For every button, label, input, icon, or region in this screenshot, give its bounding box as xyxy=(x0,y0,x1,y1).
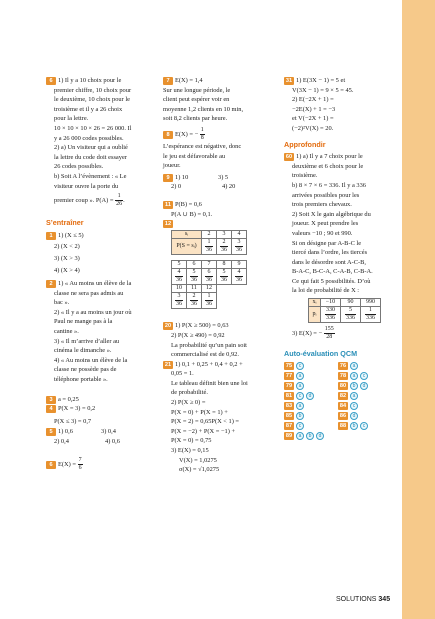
text-line: deuxième et 6 choix pour le xyxy=(292,162,364,170)
exercise-number: 5 xyxy=(46,428,56,436)
qcm-question-number: 82 xyxy=(339,392,347,399)
text-line: 1) E(3X − 1) = 5 et xyxy=(296,77,346,84)
text-line: P(B) = 0,6 xyxy=(175,200,202,208)
table-cell xyxy=(172,269,187,285)
table-cell: 3 xyxy=(217,230,232,238)
exercise-20 xyxy=(163,321,273,359)
qcm-row xyxy=(284,362,396,370)
text-line: 3) (X > 3) xyxy=(54,254,80,262)
table-cell: 4 xyxy=(232,230,247,238)
exercise-5 xyxy=(46,427,156,446)
qcm-answer-letter: d xyxy=(360,382,368,390)
qcm-title: Auto-évaluation QCM xyxy=(284,349,358,359)
table-header: pᵢ xyxy=(309,307,321,323)
qcm-answer-letter: b xyxy=(350,422,358,430)
denominator: 36 xyxy=(221,277,227,284)
text-line: 2) 0,4 xyxy=(54,438,69,445)
text-line: de probabilité. xyxy=(171,389,208,397)
text-line: 0,05 = 1. xyxy=(171,370,194,378)
qcm-answer-letter: b xyxy=(306,432,314,440)
text-line: P(A ∪ B) = 0,1. xyxy=(171,210,213,218)
numerator: 5 xyxy=(190,269,198,277)
text-line: dans le désordre sont A-C-B, xyxy=(292,258,367,266)
qcm-cell xyxy=(338,372,392,380)
text-line: 26 codes possibles. xyxy=(54,163,104,171)
denominator: 336 xyxy=(326,315,335,322)
numerator: 4 xyxy=(175,269,183,277)
text-line: P(X ≤ 3) = 0,7 xyxy=(54,417,92,425)
table-cell: 10 xyxy=(172,285,187,293)
text-line: 3) E(X) = 0,15 xyxy=(171,447,209,455)
text-line: 3) E(X) = − xyxy=(292,330,323,338)
exercise-number: 60 xyxy=(285,154,293,161)
exercise-4 xyxy=(46,404,156,426)
exercise-number: 1 xyxy=(46,232,56,240)
text-line: moyenne 1,2 clients en 10 min, xyxy=(163,105,244,113)
table-cell: 6 xyxy=(187,260,202,268)
text-line: 4) 0,6 xyxy=(105,438,120,445)
qcm-question-number: 85 xyxy=(285,412,293,419)
numerator: 155 xyxy=(324,326,334,333)
exercise-1 xyxy=(46,231,156,275)
text-line: 3) 5 xyxy=(218,173,229,181)
exercise-number: 31 xyxy=(285,78,293,84)
qcm-question-number: 81 xyxy=(285,392,293,399)
text-line: téléphone portable ». xyxy=(54,376,108,384)
text-line: visiteur ouvre la porte du xyxy=(54,182,119,190)
fraction xyxy=(200,127,205,142)
qcm-answer-letter: c xyxy=(296,392,304,400)
qcm-cell xyxy=(284,412,338,420)
table-cell xyxy=(321,307,341,323)
text-line: la lettre du code doit essayer xyxy=(54,153,127,161)
text-line: V(3X − 1) = 9 × 5 = 45. xyxy=(292,86,354,94)
text-line: Le tableau définit bien une loi xyxy=(171,379,248,387)
numerator: 2 xyxy=(190,293,198,301)
text-line: 1) P(X ≥ 500) = 0,63 xyxy=(175,322,229,330)
qcm-answer-letter: c xyxy=(296,362,304,370)
qcm-cell xyxy=(338,422,392,430)
qcm-cell xyxy=(284,402,338,410)
text-line: P(X = −2) + P(X = −1) + xyxy=(171,427,236,435)
text-line: troisième et il y a 26 choix xyxy=(54,105,123,113)
qcm-answer-letter: b xyxy=(350,382,358,390)
qcm-row xyxy=(284,382,396,390)
exercise-number: 11 xyxy=(163,201,173,209)
qcm-answer-letter: c xyxy=(360,422,368,430)
numerator: 3 xyxy=(235,239,243,247)
text-line: pour la lettre. xyxy=(54,115,89,123)
page-edge-tab xyxy=(402,0,435,619)
denominator: 336 xyxy=(366,315,375,322)
exercise-number: 9 xyxy=(163,174,173,182)
text-line: E(X) = 1,4 xyxy=(175,77,203,84)
text-line: P(X = 2) = 0,65P(X < 1) = xyxy=(171,418,240,426)
text-line: y a 26 000 codes possibles. xyxy=(54,134,124,142)
table-cell: 8 xyxy=(217,260,232,268)
table-cell: 7 xyxy=(202,260,217,268)
exercise-number: 7 xyxy=(163,77,173,85)
exercise-number: 4 xyxy=(46,405,56,413)
text-line: 2) 0 xyxy=(171,183,182,191)
section-title: Approfondir xyxy=(284,139,326,149)
exercise-number: 6 xyxy=(46,461,56,469)
text-line: P(X = 0) + P(X = 1) + xyxy=(171,408,228,416)
qcm-answer-letter: a xyxy=(296,382,304,390)
numerator: 7 xyxy=(78,456,82,463)
qcm-row xyxy=(284,432,396,440)
numerator: 1 xyxy=(115,193,123,201)
table-header: P(S = sᵢ) xyxy=(172,238,202,254)
qcm-answer-letter: d xyxy=(350,412,358,420)
exercise-6 xyxy=(46,76,156,208)
table-cell xyxy=(341,307,361,323)
text-line: 1) (X ≤ 5) xyxy=(58,231,84,239)
text-line: −2E(X) + 1 = −3 xyxy=(292,105,336,113)
text-line: E(X) = xyxy=(58,460,76,468)
table-cell: 12 xyxy=(202,285,217,293)
text-line: 2) « Il y a au moins un jour où xyxy=(54,308,132,316)
qcm-answer-grid xyxy=(284,362,396,440)
text-line: 3) « Il m’arrive d’aller au xyxy=(54,337,120,345)
text-line: 1) Il y a 10 choix pour le xyxy=(58,77,122,84)
text-line: joueur. xyxy=(163,162,181,170)
exercise-number: 2 xyxy=(46,280,56,288)
numerator: 1 xyxy=(365,307,376,315)
exercise-number: 21 xyxy=(164,361,172,368)
qcm-answer-letter: d xyxy=(316,432,324,440)
numerator: 3 xyxy=(175,293,183,301)
table-cell xyxy=(217,269,232,285)
text-line: et V(−2X + 1) = xyxy=(292,115,334,123)
probability-table-2 xyxy=(171,260,247,309)
qcm-question-number: 87 xyxy=(285,422,293,429)
text-line: classe ne possède pas de xyxy=(54,366,117,374)
text-line: 4) 20 xyxy=(222,183,236,191)
column-2 xyxy=(163,76,273,475)
probability-table-1 xyxy=(171,230,247,255)
qcm-question-number: 77 xyxy=(285,372,293,379)
table-cell xyxy=(202,293,217,309)
qcm-row xyxy=(284,402,396,410)
section-title: S’entraîner xyxy=(46,218,84,228)
text-line: premier chiffre, 10 choix pour xyxy=(54,86,132,94)
qcm-question-number: 78 xyxy=(339,372,347,379)
text-line: le deuxième, 10 choix pour le xyxy=(54,96,130,104)
qcm-cell xyxy=(338,392,392,400)
denominator: 36 xyxy=(191,277,197,284)
denominator: 36 xyxy=(236,277,242,284)
text-line: la loi de probabilité de X : xyxy=(292,287,360,295)
text-line: cantine ». xyxy=(54,328,79,336)
fraction xyxy=(324,326,335,341)
exercise-60 xyxy=(284,152,396,341)
exercise-7 xyxy=(163,76,273,124)
exercise-9 xyxy=(163,173,273,192)
text-line: 10 × 10 × 10 × 26 = 26 000. Il xyxy=(54,124,132,132)
text-line: 2) (X < 2) xyxy=(54,243,80,251)
denominator: 36 xyxy=(176,277,182,284)
text-line: a = 0,25 xyxy=(58,395,79,403)
exercise-8 xyxy=(163,127,273,171)
table-cell: 990 xyxy=(361,299,381,307)
text-line: classe ne sera pas admis au xyxy=(54,289,124,297)
qcm-question-number: 83 xyxy=(285,402,293,409)
text-line: b) 8 × 7 × 6 = 336. Il y a 336 xyxy=(292,181,367,189)
numerator: 4 xyxy=(235,269,243,277)
qcm-answer-letter: c xyxy=(350,402,358,410)
text-line: 3) 0,4 xyxy=(101,428,116,436)
text-line: σ(X) = √1,0275 xyxy=(179,466,220,474)
table-cell xyxy=(361,307,381,323)
text-line: 4) « Au moins un élève de la xyxy=(54,356,128,364)
text-line: 2) a) Un visiteur qui a oublié xyxy=(54,144,128,152)
exercise-21 xyxy=(163,360,273,475)
table-cell xyxy=(187,269,202,285)
qcm-answer-letter: c xyxy=(296,422,304,430)
text-line: 1) 10 xyxy=(175,173,189,181)
text-line: 1) 0,6 xyxy=(58,428,73,436)
text-line: 4) (X > 4) xyxy=(54,266,80,274)
qcm-answer-letter: d xyxy=(306,392,314,400)
qcm-question-number: 89 xyxy=(285,432,293,439)
denominator: 26 xyxy=(116,201,123,208)
qcm-cell xyxy=(338,382,392,390)
table-cell xyxy=(232,269,247,285)
table-cell: −10 xyxy=(321,299,341,307)
qcm-question-number: 80 xyxy=(339,382,347,389)
table-cell: 2 xyxy=(202,230,217,238)
table-cell xyxy=(202,269,217,285)
denominator: 336 xyxy=(346,315,355,322)
qcm-question-number: 86 xyxy=(339,412,347,419)
column-1 xyxy=(46,76,156,472)
numerator: 1 xyxy=(200,126,204,133)
text-line: L’espérance est négative, donc xyxy=(163,142,242,150)
text-line: soit 8,2 clients par heure. xyxy=(163,115,228,123)
denominator: 36 xyxy=(191,301,197,308)
exercise-number: 3 xyxy=(46,396,56,404)
text-line: arrivées possibles pour les xyxy=(292,191,360,199)
table-cell xyxy=(187,293,202,309)
text-line: B-A-C, B-C-A, C-A-B, C-B-A. xyxy=(292,268,373,276)
denominator: 36 xyxy=(236,246,242,253)
qcm-row xyxy=(284,392,396,400)
text-line: P(X = 3) = 0,2 xyxy=(58,405,96,413)
denominator: 8 xyxy=(200,134,204,141)
page-number: 345 xyxy=(378,596,391,603)
qcm-answer-letter: a xyxy=(296,402,304,410)
table-cell xyxy=(202,238,217,254)
gain-probability-table xyxy=(308,298,381,323)
exercise-12 xyxy=(163,219,273,309)
text-line: trois premiers chevaux. xyxy=(292,201,352,209)
text-line: cinéma le dimanche ». xyxy=(54,347,112,355)
numerator: 2 xyxy=(220,239,228,247)
text-line: commercialisé est de 0,92. xyxy=(171,351,239,359)
text-line: P(X = 0) = 0,75 xyxy=(171,437,212,445)
text-line: (−2)²V(X) = 20. xyxy=(292,124,334,132)
table-header: sᵢ xyxy=(172,230,202,238)
qcm-answer-letter: b xyxy=(296,412,304,420)
text-line: 1) 0,1 + 0,25 + 0,4 + 0,2 + xyxy=(175,360,243,368)
qcm-question-number: 75 xyxy=(285,362,293,369)
numerator: 330 xyxy=(326,307,335,314)
text-line: 2) Soit X le gain algébrique du xyxy=(292,210,371,218)
qcm-cell xyxy=(284,392,338,400)
qcm-question-number: 76 xyxy=(339,362,347,369)
denominator: 36 xyxy=(206,246,212,253)
qcm-cell xyxy=(284,362,338,370)
text-line: b) Soit A l’évènement : « Le xyxy=(54,172,127,180)
text-line: bac ». xyxy=(54,299,70,307)
text-line: V(X) = 1,0275 xyxy=(179,456,217,464)
qcm-cell xyxy=(338,362,392,370)
exercise-6b xyxy=(46,457,156,472)
exercise-31 xyxy=(284,76,396,134)
exercise-number: 8 xyxy=(163,131,173,139)
fraction xyxy=(115,193,123,208)
table-cell: 5 xyxy=(172,260,187,268)
exercise-number: 20 xyxy=(164,323,172,330)
text-line: Paul ne mange pas à la xyxy=(54,318,113,326)
exercise-number: 6 xyxy=(46,77,56,85)
exercise-2 xyxy=(46,279,156,385)
text-line: premier coup ». P(A) = xyxy=(54,197,114,205)
text-line: joueur. X peut prendre les xyxy=(292,220,359,228)
exercise-11 xyxy=(163,200,273,219)
text-line: 2) P(X ≥ 490) = 0,92 xyxy=(171,331,225,339)
footer-label: SOLUTIONS xyxy=(336,596,377,603)
table-cell xyxy=(232,238,247,254)
text-line: le jeu est défavorable au xyxy=(163,152,226,160)
exercise-3 xyxy=(46,395,156,405)
text-line: E(X) = − xyxy=(175,130,199,138)
qcm-row xyxy=(284,372,396,380)
qcm-answer-letter: c xyxy=(360,372,368,380)
qcm-cell xyxy=(284,382,338,390)
qcm-row xyxy=(284,412,396,420)
text-line: 2) P(X ≥ 0) = xyxy=(171,399,206,407)
qcm-cell xyxy=(338,402,392,410)
text-line: 1) « Au moins un élève de la xyxy=(58,280,132,288)
qcm-row xyxy=(284,422,396,430)
qcm-cell xyxy=(338,412,392,420)
numerator: 1 xyxy=(205,239,213,247)
text-line: valeurs −10 ; 90 et 990. xyxy=(292,229,353,237)
table-cell xyxy=(217,238,232,254)
qcm-cell xyxy=(284,432,338,440)
qcm-cell xyxy=(338,432,392,440)
numerator: 5 xyxy=(220,269,228,277)
denominator: 28 xyxy=(326,334,333,341)
text-line: 1) a) Il y a 7 choix pour le xyxy=(296,153,363,161)
table-cell: 11 xyxy=(187,285,202,293)
qcm-answer-letter: a xyxy=(350,392,358,400)
qcm-question-number: 84 xyxy=(339,402,347,409)
qcm-question-number: 88 xyxy=(339,422,347,429)
text-line: Si on désigne par A-B-C le xyxy=(292,239,362,247)
qcm-answer-letter: a xyxy=(296,372,304,380)
qcm-answer-letter: a xyxy=(350,372,358,380)
denominator: 36 xyxy=(206,277,212,284)
text-line: Sur une longue période, le xyxy=(163,86,231,94)
text: . xyxy=(123,197,125,205)
numerator: 6 xyxy=(205,269,213,277)
qcm-cell xyxy=(284,422,338,430)
qcm-answer-letter: a xyxy=(296,432,304,440)
table-cell: 9 xyxy=(232,260,247,268)
numerator: 1 xyxy=(205,293,213,301)
table-header: xᵢ xyxy=(309,299,321,307)
exercise-number: 12 xyxy=(164,221,172,228)
denominator: 36 xyxy=(206,301,212,308)
text-line: La probabilité qu’un pain soit xyxy=(171,341,247,349)
page-footer xyxy=(336,595,390,605)
qcm-cell xyxy=(284,372,338,380)
fraction xyxy=(78,457,83,472)
text-line: 2) E(−2X + 1) = xyxy=(292,96,334,104)
table-cell xyxy=(172,293,187,309)
qcm-question-number: 79 xyxy=(285,382,293,389)
column-3 xyxy=(284,76,396,442)
denominator: 36 xyxy=(221,246,227,253)
text-line: client peut espérer voir en xyxy=(163,96,230,104)
text-line: troisième. xyxy=(292,172,318,180)
denominator: 6 xyxy=(78,464,82,471)
text-line: tiercé dans l’ordre, les tiercés xyxy=(292,249,368,257)
numerator: 5 xyxy=(345,307,356,315)
table-cell: 90 xyxy=(341,299,361,307)
qcm-answer-letter: a xyxy=(350,362,358,370)
denominator: 36 xyxy=(176,301,182,308)
text-line: Ce qui fait 5 possibilités. D’où xyxy=(292,277,371,285)
